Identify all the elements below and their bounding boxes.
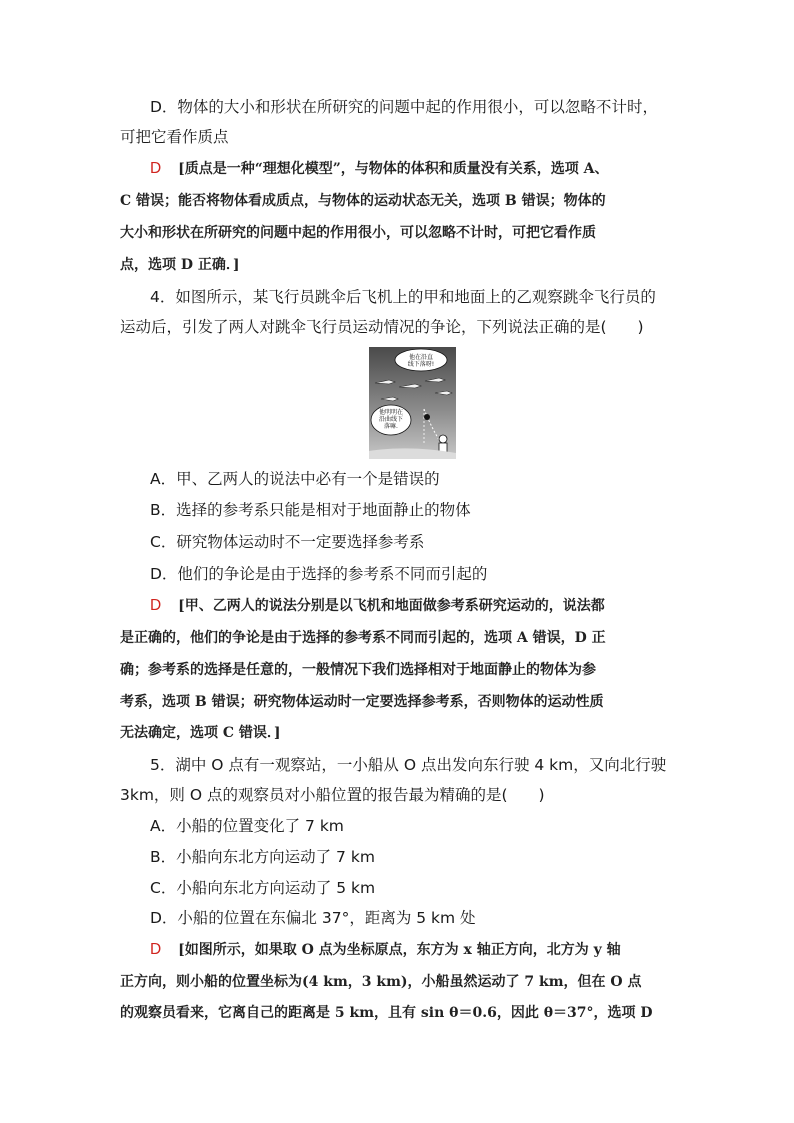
- answer3-text1: [质点是一种“理想化模型”，与物体的体积和质量没有关系，选项 A、: [178, 161, 609, 177]
- answer4-letter: D: [150, 597, 162, 614]
- answer3-line4: 点，选项 D 正确．]: [120, 257, 240, 273]
- bubble-bottom-line3: 落嘛.: [384, 423, 398, 430]
- answer3-letter: D: [150, 160, 162, 177]
- skydiver-illustration: [369, 347, 456, 459]
- answer4-line1: [150, 595, 605, 617]
- q4-option-c: C．研究物体运动时不一定要选择参考系: [150, 533, 425, 551]
- q4-option-b: B．选择的参考系只能是相对于地面静止的物体: [150, 501, 471, 519]
- q5-option-a: A．小船的位置变化了 7 km: [150, 817, 344, 835]
- ground-observer-icon: [439, 435, 447, 452]
- q3-option-d-line2: 可把它看作质点: [120, 128, 229, 146]
- answer4-line3: 确；参考系的选择是任意的，一般情况下我们选择相对于地面静止的物体为参: [120, 662, 596, 678]
- answer5-text1: [如图所示，如果取 O 点为坐标原点，东方为 x 轴正方向，北方为 y 轴: [178, 942, 621, 958]
- answer5-letter: D: [150, 941, 162, 958]
- answer5-line3: 的观察员看来，它离自己的距离是 5 km，且有 sin θ＝0.6，因此 θ＝37°，选项 D: [120, 1005, 653, 1021]
- q5-option-b: B．小船向东北方向运动了 7 km: [150, 848, 375, 866]
- bubble-top-line2: 线下落呀!: [407, 361, 435, 368]
- answer4-text1: [甲、乙两人的说法分别是以飞机和地面做参考系研究运动的，说法都: [178, 598, 605, 614]
- answer3-line3: 大小和形状在所研究的问题中起的作用很小，可以忽略不计时，可把它看作质: [120, 225, 596, 241]
- skydiver-icon: [424, 414, 430, 420]
- bubble-bottom-line2: 沿曲线下: [378, 416, 404, 423]
- answer4-line5: 无法确定，选项 C 错误．]: [120, 725, 281, 741]
- skydiver-figure: [369, 347, 456, 459]
- answer5-line2: 正方向，则小船的位置坐标为(4 km，3 km)，小船虽然运动了 7 km，但在 O 点: [120, 974, 642, 990]
- bubble-bottom-line1: 他明明在: [378, 409, 404, 416]
- q5-option-c: C．小船向东北方向运动了 5 km: [150, 879, 376, 897]
- bubble-top-line1: 他在沿直: [408, 354, 434, 361]
- answer3-line2: C 错误；能否将物体看成质点，与物体的运动状态无关，选项 B 错误；物体的: [120, 193, 606, 209]
- q4-stem-line1: 4．如图所示，某飞行员跳伞后飞机上的甲和地面上的乙观察跳伞飞行员的: [150, 288, 656, 306]
- q4-stem-line2: 运动后，引发了两人对跳伞飞行员运动情况的争论，下列说法正确的是( ): [120, 318, 644, 336]
- answer4-line2: 是正确的，他们的争论是由于选择的参考系不同而引起的，选项 A 错误，D 正: [120, 630, 606, 646]
- answer4-line4: 考系，选项 B 错误；研究物体运动时一定要选择参考系，否则物体的运动性质: [120, 694, 604, 710]
- answer3-line1: [150, 158, 609, 180]
- q4-option-a: A．甲、乙两人的说法中必有一个是错误的: [150, 470, 440, 488]
- q4-option-d: D．他们的争论是由于选择的参考系不同而引起的: [150, 565, 488, 583]
- q5-stem-line1: 5．湖中 O 点有一观察站，一小船从 O 点出发向东行驶 4 km，又向北行驶: [150, 756, 667, 774]
- q5-option-d: D．小船的位置在东偏北 37°，距离为 5 km 处: [150, 909, 476, 927]
- answer5-line1: [150, 939, 621, 961]
- q5-stem-line2: 3km，则 O 点的观察员对小船位置的报告最为精确的是( ): [120, 786, 545, 804]
- q3-option-d-line1: D．物体的大小和形状在所研究的问题中起的作用很小，可以忽略不计时，: [150, 98, 658, 116]
